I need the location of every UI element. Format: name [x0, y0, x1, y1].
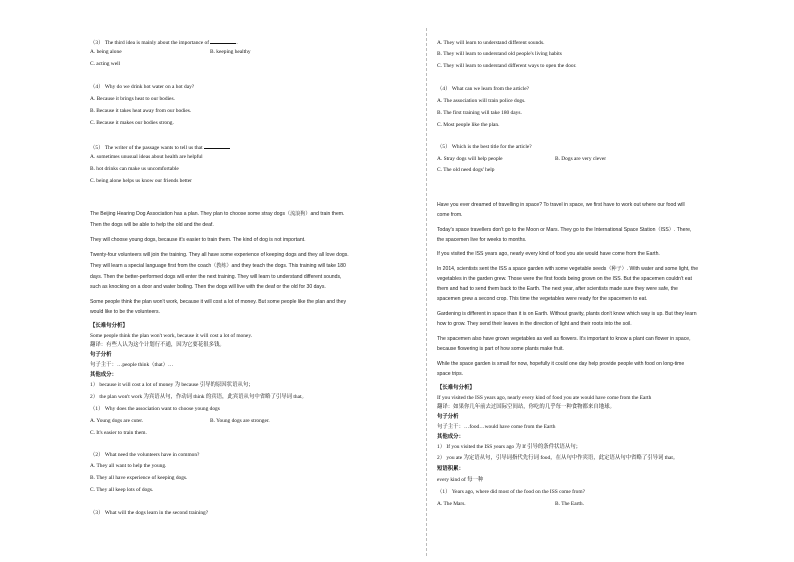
- passage-line: them and had to send them back to the Earth. The next year, after scientists made sure they were safe, the: [437, 286, 678, 292]
- analysis-heading: 【长难句分析】: [90, 323, 128, 329]
- option-b: B. Because it takes heat away from our bodies.: [90, 108, 192, 114]
- option-b: B. They will learn to understand old people's living habits: [437, 51, 562, 57]
- option-b: B. keeping healthy: [210, 49, 251, 55]
- question-2-stem: （2） What need the volunteers have in common?: [90, 452, 200, 458]
- passage-line: Then the dogs will be able to help the old and the deaf.: [90, 222, 214, 228]
- other-heading: 其他成分：: [90, 372, 117, 378]
- option-row: [437, 501, 584, 508]
- passage-line: The Beijing Hearing Dog Association has a plan. They plan to choose some stray dogs（流浪狗）and train them.: [90, 211, 345, 217]
- option-c: C. They will learn to understand different ways to open the door.: [437, 63, 577, 69]
- passage-line: Twenty-four volunteers will join the training. They all have some experience of keeping dogs and they all love dogs.: [90, 252, 349, 258]
- option-b: B. The Earth.: [555, 501, 584, 507]
- passage-line: because flowering is part of how some plants make fruit.: [437, 346, 564, 352]
- option-a: A. Stray dogs will help people: [437, 156, 503, 162]
- option-row: [90, 49, 251, 56]
- column-divider: [426, 28, 427, 556]
- answer-blank: [204, 143, 230, 149]
- option-b: B. Young dogs are stronger.: [210, 418, 270, 424]
- option-b: B. They all have experience of keeping dogs.: [90, 475, 188, 481]
- passage-line: The spacemen also have grown vegetables as well as flowers. It's important to know a plant can flower in space,: [437, 336, 691, 342]
- option-a: A. The Mars.: [437, 501, 466, 507]
- option-a: A. sometimes unusual ideas about health are helpful: [90, 154, 203, 160]
- analysis-translation: 翻译：有些人认为这个计划行不通，因为它要花很多钱。: [90, 342, 225, 348]
- option-a: A. Because it brings heat to our bodies.: [90, 96, 175, 102]
- option-a: A. They all want to help the young.: [90, 463, 167, 469]
- passage-line: Some people think the plan won't work, because it will cost a lot of money. But some people like the plan and they: [90, 299, 346, 305]
- passage-line: They will learn a special language first from the coach（教练）and they teach the dogs. This training will take 180: [90, 263, 346, 269]
- option-c: C. They all keep lots of dogs.: [90, 487, 154, 493]
- analysis-translation: 翻译：如果你几年前去过国际空间站，你吃的几乎每一种食物都来自地球。: [437, 404, 615, 410]
- question-5-stem: （5） The writer of the passage wants to tell us that: [90, 143, 230, 152]
- other-heading: 其他成分：: [437, 434, 464, 440]
- passage-line: Today's space travellers don't go to the Moon or Mars. They go to the International Space Station（ISS）. There,: [437, 227, 692, 233]
- passage-line: how to grow. They send their leaves in the direction of light and their roots into the soil.: [437, 321, 632, 327]
- option-c: C. It's easier to train them.: [90, 430, 147, 436]
- main-clause: 句子主干：…food…would have come from the Earth: [437, 424, 556, 430]
- structure-heading: 句子分析: [437, 414, 459, 420]
- passage-line: While the space garden is small for now, hopefully it could one day help provide people with food on long-time: [437, 361, 685, 367]
- question-4-stem: （4） Why do we drink hot water on a hot day?: [90, 84, 195, 90]
- option-a: A. They will learn to understand different sounds.: [437, 40, 545, 46]
- question-4-stem: （4） What can we learn from the article?: [437, 86, 530, 92]
- analysis-sentence: Some people think the plan won't work, because it will cost a lot of money.: [90, 333, 253, 339]
- analysis-item: 1） If you visited the ISS years ago 为 If 引导的条件状语从句；: [437, 444, 582, 450]
- passage-line: come from.: [437, 212, 463, 218]
- passage-line: They will choose young dogs, because it's easier to train them. The kind of dog is not important.: [90, 237, 306, 243]
- passage-line: days. Then the better-performed dogs will enter the next training. They will learn to understand different sounds,: [90, 274, 342, 280]
- option-a: A. being alone: [90, 49, 122, 55]
- question-1-stem: （1） Why does the association want to choose young dogs: [90, 406, 220, 412]
- option-a: A. Young dogs are cuter.: [90, 418, 144, 424]
- passage-line: such as knocking on a door and water boiling. Then the dogs will live with the deaf or the old for 30 days.: [90, 284, 326, 290]
- passage-line: the spacemen live for weeks to months.: [437, 237, 527, 243]
- option-a: A. The association will train police dogs.: [437, 98, 526, 104]
- passage-line: spacemen grew a second crop. This time the vegetables were ready for the spacemen to eat.: [437, 296, 648, 302]
- passage-line: vegetables in the garden grew. Those were the first foods being grown on the ISS. But the spacemen couldn't eat: [437, 276, 692, 282]
- passage-line: space trips.: [437, 371, 464, 377]
- passage-line: If you visited the ISS years ago, nearly every kind of food you ate would have come from the Earth.: [437, 251, 660, 257]
- analysis-sentence: If you visited the ISS years ago, nearly every kind of food you ate would have come from the Earth: [437, 395, 652, 401]
- option-c: C. being alone helps us know our friends better: [90, 178, 192, 184]
- option-c: C. Because it makes our bodies strong.: [90, 120, 174, 126]
- structure-heading: 句子分析: [90, 352, 112, 358]
- phrase-item: every kind of 每一种: [437, 477, 484, 483]
- passage-line: would like to be the volunteers.: [90, 309, 160, 315]
- analysis-heading: 【长难句分析】: [437, 385, 475, 391]
- passage-line: In 2014, scientists sent the ISS a space garden with some vegetable seeds（种子）. With water and some light, the: [437, 266, 699, 272]
- question-3-stem: （3） What will the dogs learn in the second training?: [90, 510, 209, 516]
- option-row: [437, 156, 607, 163]
- analysis-item: 2） the plan won't work 为宾语从句，作动词 think 的宾语，此宾语从句中省略了引导词 that。: [90, 394, 307, 400]
- question-1-stem: （1） Years ago, where did most of the food on the ISS come from?: [437, 489, 585, 495]
- passage-line: Have you ever dreamed of travelling in space? To travel in space, we first have to work out where our food will: [437, 202, 685, 208]
- passage-line: Gardening is different in space than it is on Earth. Without gravity, plants don't know which way is up. But they learn: [437, 311, 697, 317]
- phrase-heading: 短语积累：: [437, 466, 464, 472]
- option-c: C. Most people like the plan.: [437, 122, 500, 128]
- option-c: C. acting well: [90, 61, 121, 67]
- question-5-stem: （5） Which is the best title for the article?: [437, 144, 532, 150]
- question-3-stem: （3） The third idea is mainly about the importance of .: [90, 40, 238, 46]
- option-b: B. Dogs are very clever: [555, 156, 607, 162]
- option-c: C. The old need dogs' help: [437, 167, 495, 173]
- main-clause: 句子主干：…people think（that）…: [90, 362, 174, 368]
- option-row: [90, 418, 270, 425]
- answer-blank: [210, 38, 236, 44]
- option-b: B. hot drinks can make us uncomfortable: [90, 166, 179, 172]
- analysis-item: 2） you ate 为定语从句，引导词指代先行词 food，在从句中作宾语，此定语从句中省略了引导词 that。: [437, 455, 679, 461]
- analysis-item: 1） because it will cost a lot of money 为 because 引导的原因状语从句；: [90, 382, 254, 388]
- option-b: B. The first training will take 180 days.: [437, 110, 522, 116]
